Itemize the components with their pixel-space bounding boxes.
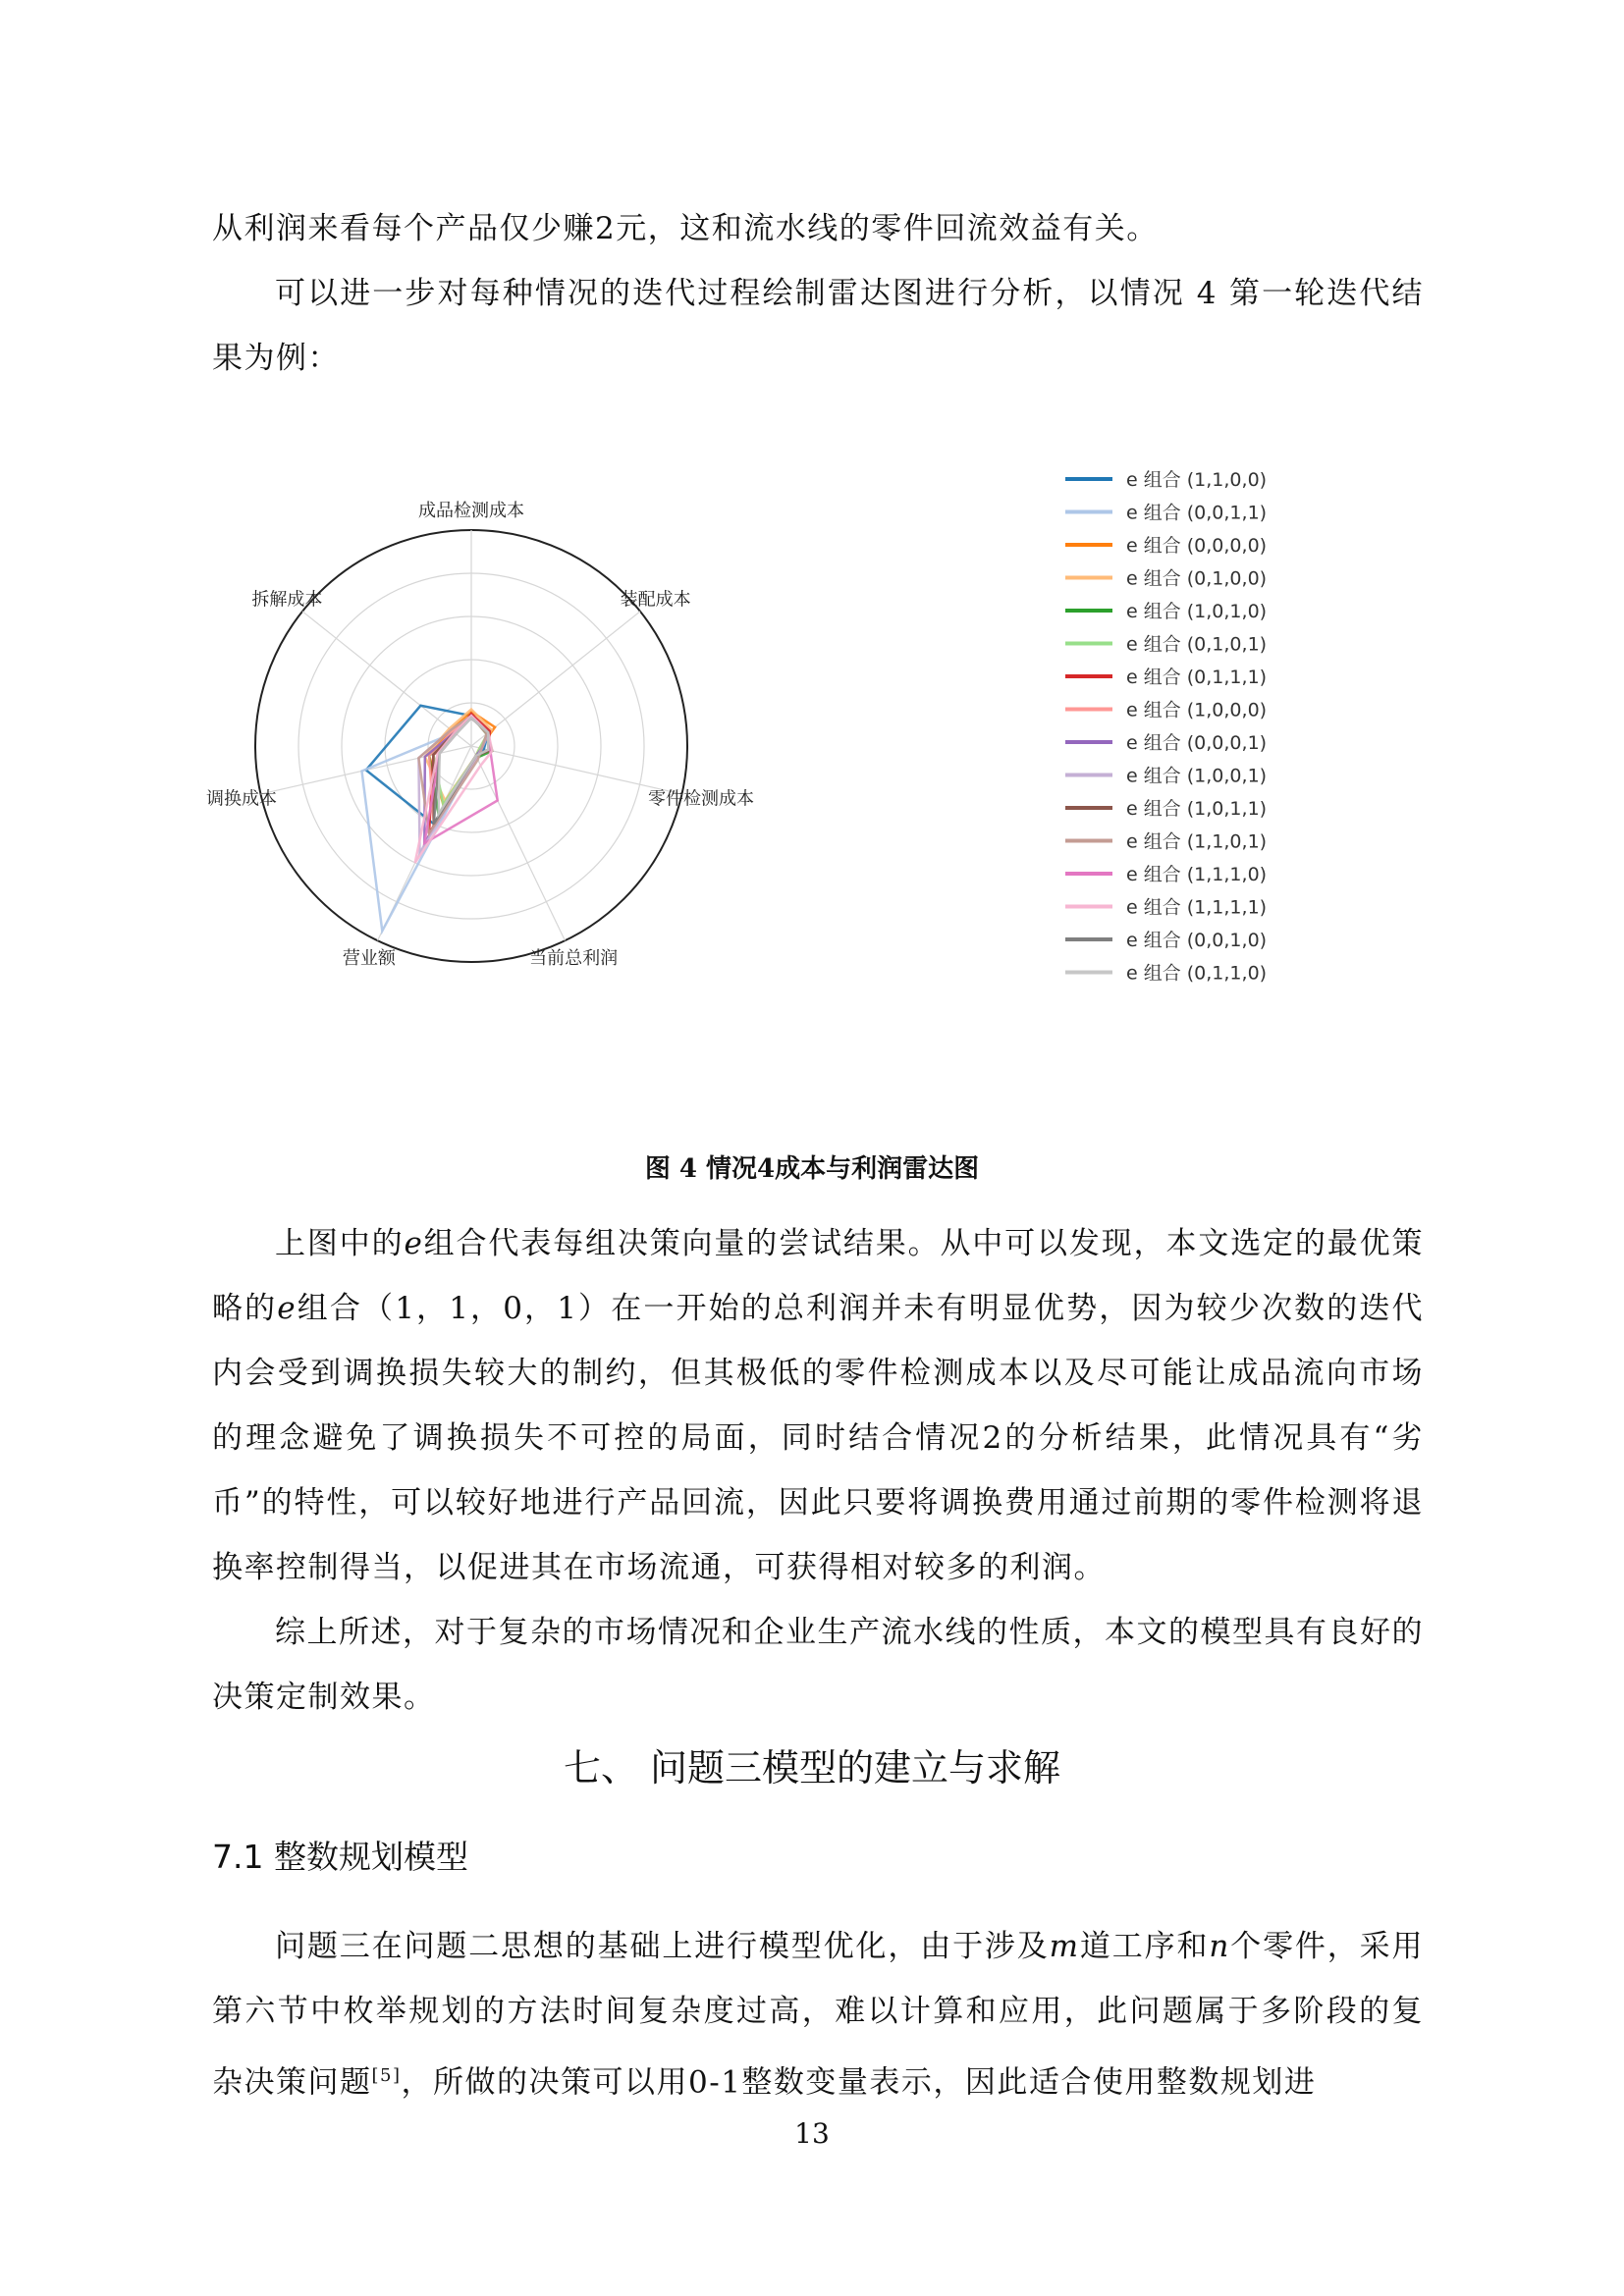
legend-entry: e 组合 (0,0,1,1) xyxy=(1126,502,1268,524)
section-title: 七、 问题三模型的建立与求解 xyxy=(563,1746,1061,1789)
paragraph-5 xyxy=(212,1914,1424,2114)
p3-var-e: e xyxy=(404,1226,424,1261)
series-line xyxy=(362,718,490,931)
legend-entry: e 组合 (0,1,1,1) xyxy=(1126,667,1268,688)
legend-entry: e 组合 (1,0,0,1) xyxy=(1126,765,1268,787)
legend-entry: e 组合 (1,1,0,0) xyxy=(1126,469,1268,491)
paragraph-2: 可以进一步对每种情况的迭代过程绘制雷达图进行分析，以情况 4 第一轮迭代结果为例： xyxy=(212,276,1424,376)
legend-entry: e 组合 (0,0,0,1) xyxy=(1126,732,1268,754)
axis-label: 零件检测成本 xyxy=(647,788,754,810)
radar-figure xyxy=(177,422,1453,1090)
legend-entry: e 组合 (1,0,0,0) xyxy=(1126,699,1268,721)
radar-chart xyxy=(177,422,1453,1090)
p3-text-c: 组合（1，1，0，1）在一开始的总利润并未有明显优势，因为较少次数的迭代内会受到调换损失较大的制约，但其极低的零件检测成本以及尽可能让成品流向市场的理念避免了调换损失不可控的局面，同时结合情况2的分析结果，此情况具有“劣币”的特性，可以较好地进行产品回流，因此只要将调换费用通过前期的零件检测将退换率控制得当，以促进其在市场流通，可获得相对较多的利润。 xyxy=(212,1291,1425,1585)
citation-ref: [5] xyxy=(371,2065,402,2086)
p5-text-d: ，所做的决策可以用0-1整数变量表示，因此适合使用整数规划进 xyxy=(401,2064,1317,2101)
axis-label: 拆解成本 xyxy=(251,589,323,611)
figure-caption: 图 4 情况4成本与利润雷达图 xyxy=(644,1154,980,1184)
p3-var-e2: e xyxy=(277,1291,298,1326)
axis-label: 装配成本 xyxy=(620,589,691,611)
p5-text-c: 个零件，采用第六节中枚举规划的方法时间复杂度过高，难以计算和应用，此问题属于多阶段的复杂决策问题 xyxy=(212,1929,1425,2101)
legend-entry: e 组合 (0,1,1,0) xyxy=(1126,962,1268,985)
legend-entry: e 组合 (1,0,1,1) xyxy=(1126,798,1268,820)
page-number: 13 xyxy=(794,2117,830,2150)
p5-var-m: m xyxy=(1049,1929,1080,1964)
grid-spoke xyxy=(471,746,565,940)
axis-label: 当前总利润 xyxy=(529,948,619,970)
p3-text-a: 上图中的 xyxy=(275,1226,405,1261)
legend-entry: e 组合 (1,1,1,1) xyxy=(1126,896,1268,919)
legend-entry: e 组合 (0,1,0,0) xyxy=(1126,567,1268,590)
p5-text-b: 道工序和 xyxy=(1079,1929,1210,1964)
legend-entry: e 组合 (1,1,1,0) xyxy=(1126,864,1268,885)
paragraph-3 xyxy=(212,1211,1424,1600)
legend-entry: e 组合 (1,0,1,0) xyxy=(1126,601,1268,622)
legend-entry: e 组合 (1,1,0,1) xyxy=(1126,830,1268,853)
p5-text-a: 问题三在问题二思想的基础上进行模型优化，由于涉及 xyxy=(275,1929,1050,1964)
grid-spoke xyxy=(471,746,681,794)
subsection-title: 7.1 整数规划模型 xyxy=(212,1838,468,1876)
p5-var-n: n xyxy=(1209,1929,1230,1964)
legend-entry: e 组合 (0,0,1,0) xyxy=(1126,930,1268,951)
p3-text-b: 组合代表每组决策向量的尝试结果。从中可以发现，本文选定的最优策略的 xyxy=(212,1226,1425,1326)
legend-entry: e 组合 (0,0,0,0) xyxy=(1126,535,1268,557)
axis-label: 成品检测成本 xyxy=(418,501,524,521)
legend-entry: e 组合 (0,1,0,1) xyxy=(1126,633,1268,656)
axis-label: 调换成本 xyxy=(206,788,278,810)
paragraph-1: 从利润来看每个产品仅少赚2元，这和流水线的零件回流效益有关。 xyxy=(212,211,1159,246)
axis-label: 营业额 xyxy=(342,948,396,970)
paragraph-4: 综上所述，对于复杂的市场情况和企业生产流水线的性质，本文的模型具有良好的决策定制效果。 xyxy=(212,1615,1424,1715)
